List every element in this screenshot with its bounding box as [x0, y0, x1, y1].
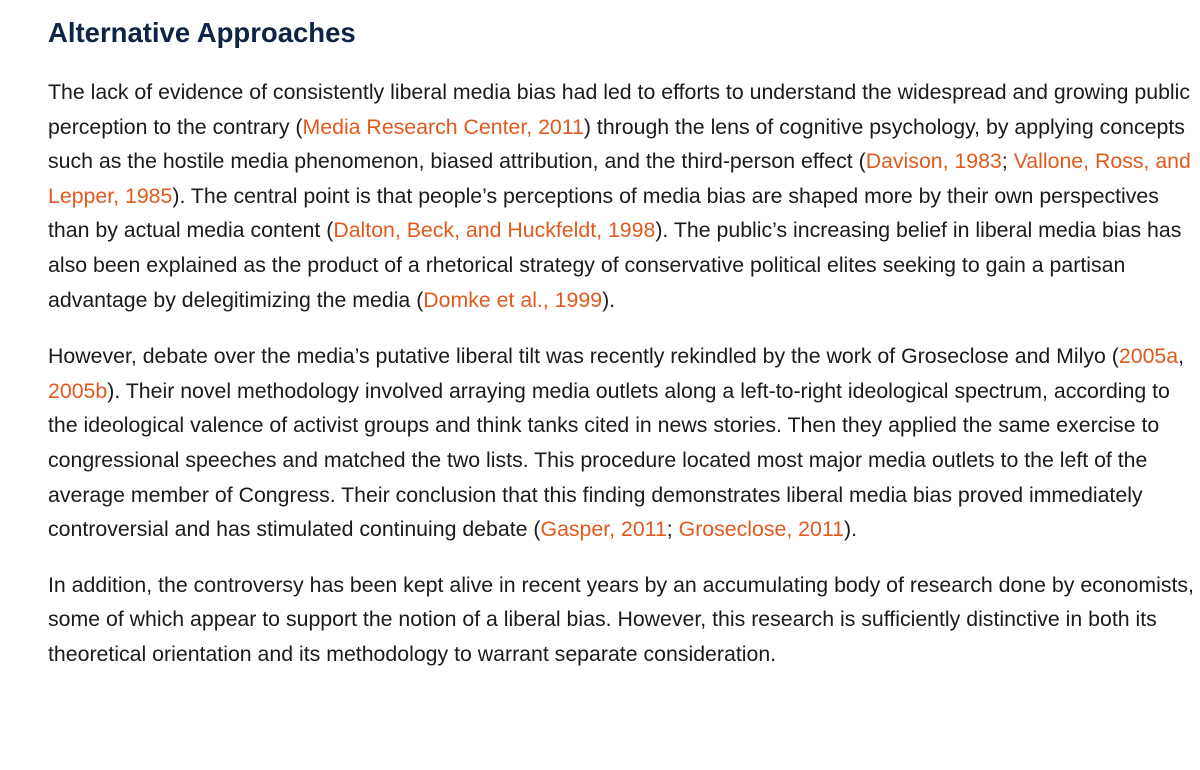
citation-link[interactable]: Vallone, Ross, and Lepper, 1985	[48, 149, 1191, 208]
article-section	[48, 0, 1198, 672]
paragraph-text: ). The central point is that people’s perceptions of media bias are shaped more by their own perspectives than by actual media content (	[48, 183, 1159, 243]
paragraph-2	[48, 339, 1198, 547]
paragraph-text: ;	[666, 517, 679, 542]
citation-link[interactable]: Gasper, 2011	[540, 517, 667, 542]
paragraph-text: ).	[843, 517, 857, 542]
paragraph-text: The lack of evidence of consistently liberal media bias had led to efforts to understand the widespread and growing public perception to the contrary (	[48, 80, 1191, 139]
paragraph-text: ).	[602, 287, 616, 312]
citation-link[interactable]: Davison, 1983	[865, 149, 1002, 174]
paragraph-text: However, debate over the media’s putative liberal tilt was recently rekindled by the work of Groseclose and Milyo (	[48, 344, 1119, 369]
paragraph-text: In addition, the controversy has been kept alive in recent years by an accumulating body of research done by economists, some of which appear to support the notion of a liberal bias. However, this research is sufficiently distinctive in both its theoretical orientation and its methodology to warrant separate consideration.	[48, 572, 1194, 666]
paragraph-3	[48, 568, 1198, 672]
citation-link[interactable]: 2005a	[1118, 344, 1179, 369]
paragraph-text: ,	[1178, 344, 1185, 369]
paragraph-text: ). The public’s increasing belief in liberal media bias has also been explained as the product of a rhetorical strategy of conservative political elites seeking to gain a partisan advantage by delegitimizing the media (	[48, 218, 1182, 312]
citation-link[interactable]: Media Research Center, 2011	[302, 114, 584, 139]
section-heading: Alternative Approaches	[48, 17, 356, 48]
paragraph-text: ). Their novel methodology involved arraying media outlets along a left-to-right ideological spectrum, according to the ideological valence of activist groups and think tanks cited in news stories. Then they applied the same exercise to congressional speeches and matched the two lists. This procedure located most major media outlets to the left of the average member of Congress. Their conclusion that this finding demonstrates liberal media bias proved immediately controversial and has stimulated continuing debate (	[48, 378, 1170, 542]
citation-link[interactable]: Domke et al., 1999	[423, 287, 603, 312]
citation-link[interactable]: 2005b	[48, 378, 108, 403]
paragraph-text: ;	[1001, 149, 1014, 174]
citation-link[interactable]: Dalton, Beck, and Huckfeldt, 1998	[333, 218, 656, 243]
citation-link[interactable]: Groseclose, 2011	[678, 517, 844, 542]
paragraph-1	[48, 75, 1198, 317]
paragraph-text: ) through the lens of cognitive psychology, by applying concepts such as the hostile media phenomenon, biased attribution, and the third-person effect (	[48, 114, 1185, 174]
